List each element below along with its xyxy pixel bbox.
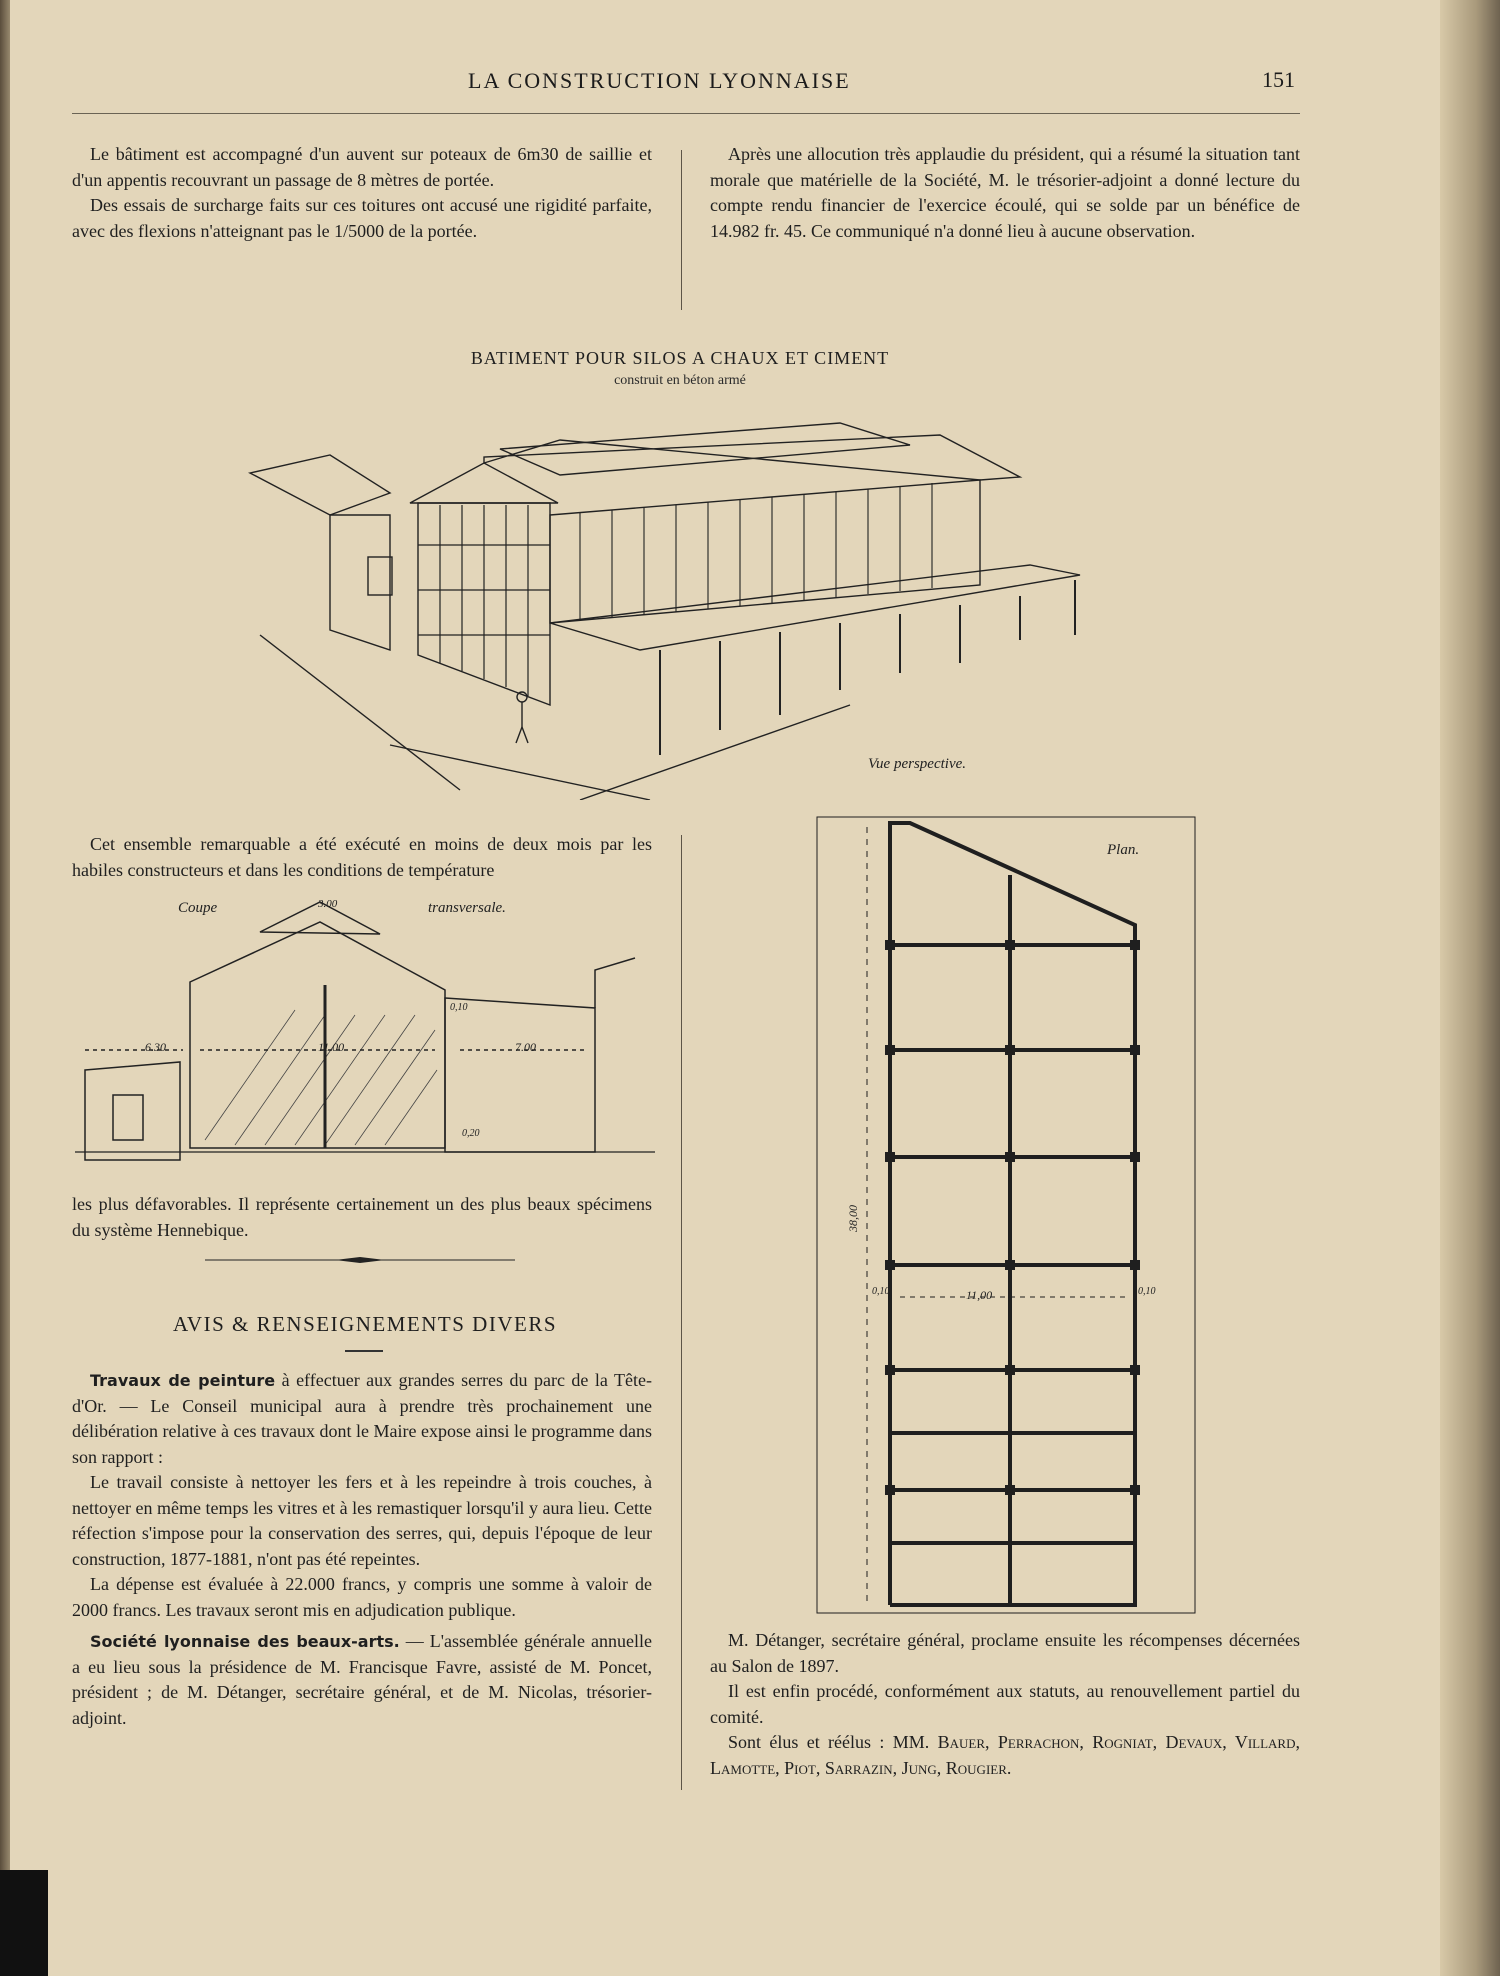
plan-piers — [885, 940, 1140, 1495]
plan-right-label: 0,10 — [1138, 1286, 1156, 1297]
dim-label-020: 0,20 — [462, 1128, 480, 1139]
gable-pediment — [410, 463, 558, 503]
dim-label-300: 3.00 — [318, 898, 338, 910]
paragraph: Après une allocution très applaudie du président, qui a résumé la situation tant morale que matérielle de la Société, M. le trésorier-adjoint a donné lecture du compte rendu financier de l'exercice écoulé, qui se solde par un bénéfice de 14.982 fr. 45. Ce communiqué n'a donné lieu à aucune observation. — [710, 144, 1300, 241]
section-title: AVIS & RENSEIGNEMENTS DIVERS — [172, 1312, 558, 1336]
annex-roof — [250, 455, 390, 515]
plan-cross-walls — [890, 945, 1135, 1543]
perspective-drawing — [240, 405, 1100, 800]
plan-caption: Plan. — [1107, 842, 1140, 858]
column-rule-top — [681, 150, 682, 310]
annex-window — [368, 557, 392, 595]
lead-societe: Société lyonnaise des beaux-arts. — [90, 1632, 400, 1651]
binding-bar — [0, 1870, 48, 1976]
top-right-column — [710, 142, 1300, 244]
canopy-roof — [550, 565, 1080, 650]
ground-line — [580, 705, 850, 800]
figure-subtitle: construit en béton armé — [614, 373, 746, 388]
avis-text — [72, 1368, 652, 1731]
person-figure — [517, 692, 527, 702]
header-rule — [72, 113, 1300, 114]
elected-names: Bauer, Perrachon, Rogniat, Devaux, Villard, Lamotte, Piot, Sarrazin, Jung, Rougier. — [710, 1732, 1300, 1778]
figure-title: BATIMENT POUR SILOS A CHAUX ET CIMENT — [470, 348, 890, 368]
title-rule — [345, 1350, 383, 1352]
plan-length-label: 38,00 — [846, 1205, 860, 1232]
side-wall — [550, 480, 980, 623]
ground-line — [260, 635, 460, 790]
lead-travaux: Travaux de peinture — [90, 1371, 276, 1390]
paragraph: Le travail consiste à nettoyer les fers et à les repeindre à trois couches, à nettoyer en même temps les vitres et à les remastiquer lorsqu'il y aura lieu. Cette réfection s'impose pour la conservation des serres, qui, depuis l'époque de leur construction, 1877-1881, n'ont pas été repeintes. — [72, 1472, 652, 1569]
paragraph: Sont élus et réélus : MM. Bauer, Perrachon, Rogniat, Devaux, Villard, Lamotte, Piot, Sarrazin, Jung, Rougier. — [710, 1732, 1300, 1778]
running-header-title: LA CONSTRUCTION LYONNAISE — [468, 68, 851, 93]
middle-left-text-2 — [72, 1192, 652, 1243]
paragraph: Cet ensemble remarquable a été exécuté en moins de deux mois par les habiles constructeurs et dans les conditions de température — [72, 834, 652, 880]
column-rule-middle — [681, 835, 682, 1790]
ornamental-rule — [205, 1256, 515, 1264]
dim-label-630: 6.30 — [145, 1040, 166, 1054]
dim-label-1100: 11.00 — [318, 1040, 345, 1054]
right-annex-roof — [595, 958, 635, 1008]
section-caption-right: transversale. — [428, 900, 506, 916]
wagon — [113, 1095, 143, 1140]
plan-width-label: 11,00 — [966, 1288, 993, 1302]
section-caption-left: Coupe — [178, 900, 218, 916]
ground-line — [390, 745, 650, 800]
top-left-column — [72, 142, 652, 244]
bottom-right-text — [710, 1628, 1300, 1781]
annex-wall — [330, 515, 390, 650]
paragraph: Des essais de surcharge faits sur ces toitures ont accusé une rigidité parfaite, avec des flexions n'atteignant pas le 1/5000 de la portée. — [72, 195, 652, 241]
paragraph: Il est enfin procédé, conformément aux statuts, au renouvellement partiel du comité. — [710, 1681, 1300, 1727]
dim-label-700: 7.00 — [515, 1040, 536, 1054]
page-number: 151 — [1262, 67, 1295, 92]
paragraph: La dépense est évaluée à 22.000 francs, y compris une somme à valoir de 2000 francs. Les travaux seront mis en adjudication publique. — [72, 1574, 652, 1620]
plan-drawing — [815, 815, 1200, 1615]
paragraph: M. Détanger, secrétaire général, proclame ensuite les récompenses décernées au Salon de 1897. — [710, 1630, 1300, 1676]
left-shelter — [85, 1062, 180, 1160]
paragraph: les plus défavorables. Il représente certainement un des plus beaux spécimens du système Hennebique. — [72, 1194, 652, 1240]
paragraph: Travaux de peinture à effectuer aux grandes serres du parc de la Tête-d'Or. — Le Conseil municipal aura à prendre très prochainement une délibération relative à ces travaux dont le Maire expose ainsi le programme dans son rapport : — [72, 1370, 652, 1467]
dim-label-010: 0,10 — [450, 1002, 468, 1013]
perspective-caption: Vue perspective. — [868, 756, 967, 772]
page-edge-shadow — [1440, 0, 1500, 1976]
paragraph: Le bâtiment est accompagné d'un auvent sur poteaux de 6m30 de saillie et d'un appentis recouvrant un passage de 8 mètres de portée. — [72, 144, 652, 190]
paragraph: Société lyonnaise des beaux-arts. — L'assemblée générale annuelle a eu lieu sous la présidence de M. Francisque Favre, assisté de M. Poncet, président ; de M. Détanger, secrétaire général, et de M. Nicolas, trésorier-adjoint. — [72, 1631, 652, 1728]
main-roof — [484, 435, 1020, 480]
plan-left-label: 0,10 — [872, 1286, 890, 1297]
middle-left-text-1 — [72, 832, 652, 883]
